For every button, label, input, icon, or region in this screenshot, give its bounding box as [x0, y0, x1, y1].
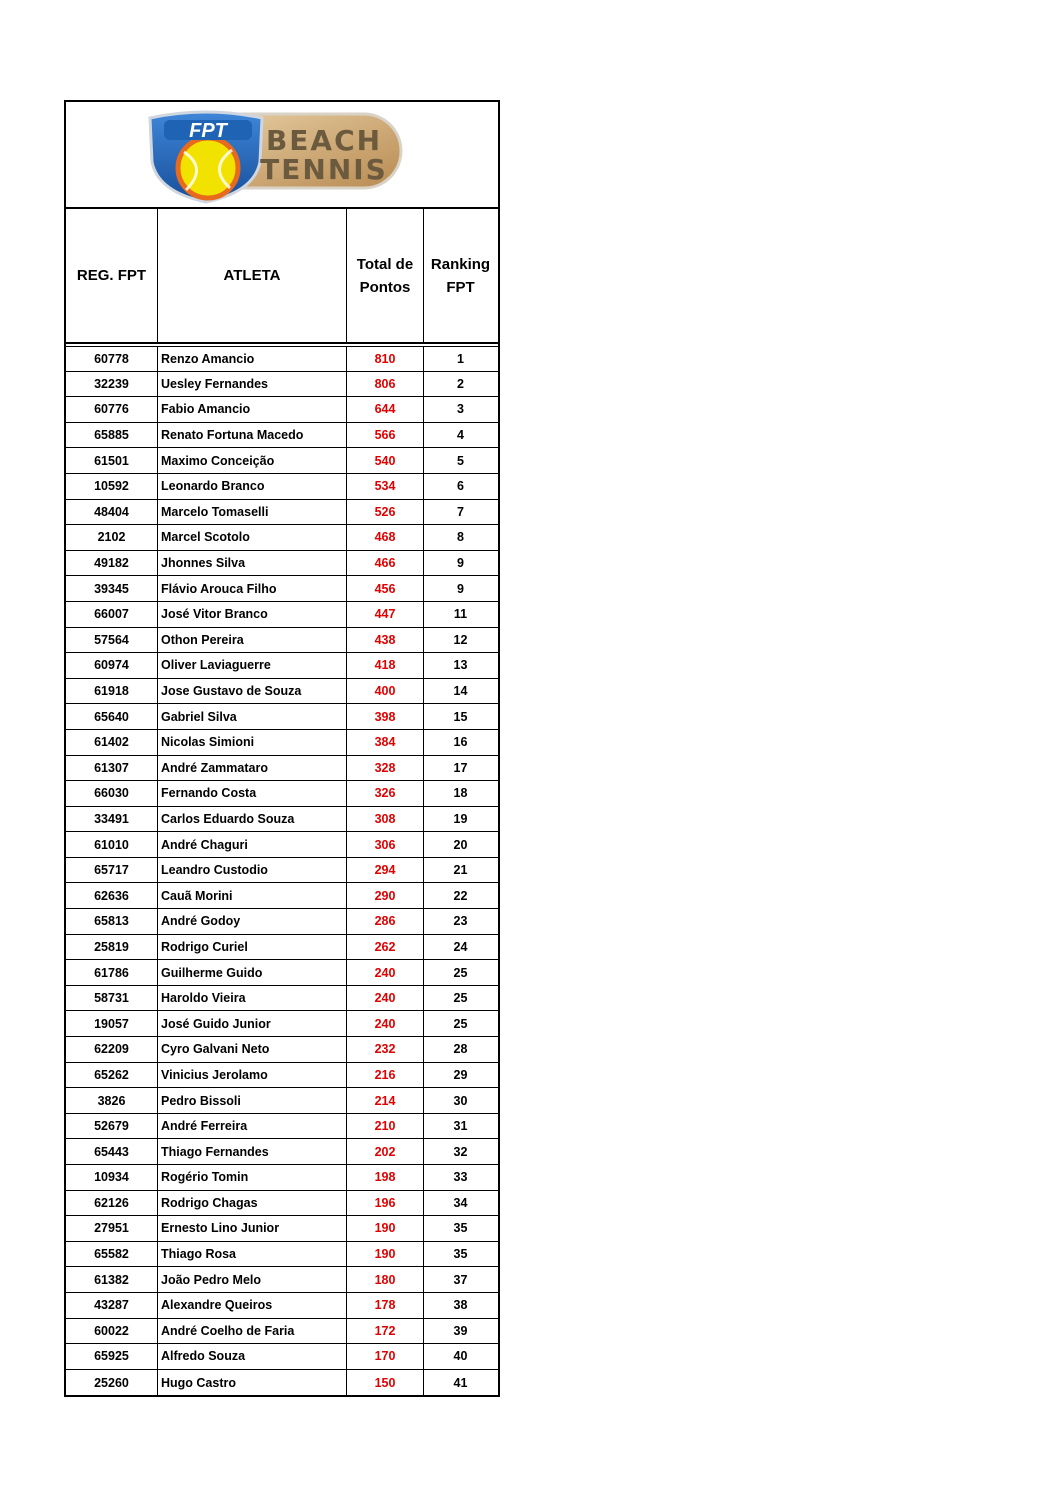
points-cell: 232	[347, 1037, 424, 1062]
reg-cell: 49182	[66, 551, 158, 576]
rank-cell: 34	[453, 1195, 468, 1210]
athlete-name-cell: André Zammataro	[158, 756, 347, 781]
athlete-name-cell: Leandro Custodio	[158, 858, 347, 883]
athlete-name-cell: André Ferreira	[158, 1114, 347, 1139]
rank-cell: 12	[453, 632, 468, 647]
table-row	[66, 960, 498, 986]
table-row	[66, 1293, 498, 1319]
points-cell: 170	[347, 1344, 424, 1369]
reg-cell: 65443	[66, 1139, 158, 1164]
table-row	[66, 986, 498, 1012]
table-row	[66, 807, 498, 833]
reg-cell: 61307	[66, 756, 158, 781]
reg-cell: 61786	[66, 960, 158, 985]
logo-row	[66, 102, 498, 209]
rank-cell: 23	[453, 914, 468, 929]
athlete-name-cell: André Coelho de Faria	[158, 1319, 347, 1344]
table-row	[66, 576, 498, 602]
table-row	[66, 1165, 498, 1191]
athlete-name-cell: Cyro Galvani Neto	[158, 1037, 347, 1062]
table-row	[66, 653, 498, 679]
rank-cell: 35	[453, 1247, 468, 1262]
athlete-name-cell: André Godoy	[158, 909, 347, 934]
points-cell: 180	[347, 1267, 424, 1292]
reg-cell: 65582	[66, 1242, 158, 1267]
points-cell: 262	[347, 935, 424, 960]
points-cell: 456	[347, 576, 424, 601]
rank-cell: 16	[453, 735, 468, 750]
rank-cell: 13	[453, 658, 468, 673]
table-row	[66, 832, 498, 858]
reg-cell: 32239	[66, 372, 158, 397]
points-cell: 384	[347, 730, 424, 755]
logo-badge-text: FPT	[189, 120, 227, 142]
table-row	[66, 1139, 498, 1165]
rank-cell: 11	[453, 607, 468, 622]
reg-cell: 62636	[66, 883, 158, 908]
points-cell: 526	[347, 500, 424, 525]
points-cell: 810	[347, 347, 424, 371]
logo-line2: TENNIS	[260, 153, 388, 186]
table-header	[66, 209, 498, 344]
table-row	[66, 1344, 498, 1370]
rank-cell: 4	[457, 428, 464, 443]
rank-cell: 32	[453, 1144, 468, 1159]
athlete-name-cell: Renzo Amancio	[158, 347, 347, 371]
reg-cell: 10592	[66, 474, 158, 499]
table-row	[66, 551, 498, 577]
table-row	[66, 525, 498, 551]
reg-cell: 60974	[66, 653, 158, 678]
reg-cell: 10934	[66, 1165, 158, 1190]
header-total	[347, 209, 424, 342]
table-row	[66, 1088, 498, 1114]
reg-cell: 60776	[66, 397, 158, 422]
table-row	[66, 628, 498, 654]
reg-cell: 48404	[66, 500, 158, 525]
reg-cell: 2102	[66, 525, 158, 550]
athlete-name-cell: Maximo Conceição	[158, 448, 347, 473]
reg-cell: 57564	[66, 628, 158, 653]
rank-cell: 40	[453, 1349, 468, 1364]
rank-cell: 8	[457, 530, 464, 545]
table-row	[66, 602, 498, 628]
athlete-name-cell: Alfredo Souza	[158, 1344, 347, 1369]
points-cell: 308	[347, 807, 424, 832]
points-cell: 240	[347, 986, 424, 1011]
table-row	[66, 1191, 498, 1217]
table-row	[66, 423, 498, 449]
rank-cell: 6	[457, 479, 464, 494]
points-cell: 447	[347, 602, 424, 627]
athlete-name-cell: Jhonnes Silva	[158, 551, 347, 576]
reg-cell: 61402	[66, 730, 158, 755]
table-row	[66, 704, 498, 730]
points-cell: 328	[347, 756, 424, 781]
table-row	[66, 1319, 498, 1345]
points-cell: 534	[347, 474, 424, 499]
header-atleta-label: ATLETA	[223, 267, 281, 284]
table-row	[66, 1242, 498, 1268]
rank-cell: 30	[453, 1093, 468, 1108]
points-cell: 150	[347, 1370, 424, 1396]
rank-cell: 17	[453, 760, 468, 775]
reg-cell: 25260	[66, 1370, 158, 1396]
athlete-name-cell: Hugo Castro	[158, 1370, 347, 1396]
table-row	[66, 909, 498, 935]
rank-cell: 25	[453, 991, 468, 1006]
reg-cell: 66007	[66, 602, 158, 627]
reg-cell: 65885	[66, 423, 158, 448]
table-row	[66, 730, 498, 756]
header-total-label: Total de Pontos	[356, 255, 414, 296]
athlete-name-cell: Thiago Fernandes	[158, 1139, 347, 1164]
reg-cell: 61382	[66, 1267, 158, 1292]
points-cell: 326	[347, 781, 424, 806]
rank-cell: 41	[453, 1375, 468, 1390]
reg-cell: 61010	[66, 832, 158, 857]
athlete-name-cell: André Chaguri	[158, 832, 347, 857]
reg-cell: 61918	[66, 679, 158, 704]
athlete-name-cell: Jose Gustavo de Souza	[158, 679, 347, 704]
points-cell: 644	[347, 397, 424, 422]
table-row	[66, 448, 498, 474]
athlete-name-cell: Rodrigo Curiel	[158, 935, 347, 960]
rank-cell: 3	[457, 402, 464, 417]
athlete-name-cell: Thiago Rosa	[158, 1242, 347, 1267]
athlete-name-cell: Gabriel Silva	[158, 704, 347, 729]
athlete-name-cell: Haroldo Vieira	[158, 986, 347, 1011]
reg-cell: 66030	[66, 781, 158, 806]
athlete-name-cell: Cauã Morini	[158, 883, 347, 908]
points-cell: 540	[347, 448, 424, 473]
points-cell: 306	[347, 832, 424, 857]
header-reg	[66, 209, 158, 342]
athlete-name-cell: Marcelo Tomaselli	[158, 500, 347, 525]
points-cell: 566	[347, 423, 424, 448]
reg-cell: 60778	[66, 347, 158, 371]
rank-cell: 21	[453, 863, 468, 878]
table-row	[66, 1063, 498, 1089]
rank-cell: 25	[453, 1016, 468, 1031]
athlete-name-cell: Oliver Laviaguerre	[158, 653, 347, 678]
fpt-beach-tennis-logo	[66, 102, 502, 207]
rank-cell: 1	[457, 351, 464, 366]
table-row	[66, 883, 498, 909]
points-cell: 438	[347, 628, 424, 653]
reg-cell: 62126	[66, 1191, 158, 1216]
table-row	[66, 781, 498, 807]
header-reg-label: REG. FPT	[76, 267, 147, 284]
points-cell: 294	[347, 858, 424, 883]
points-cell: 468	[347, 525, 424, 550]
athlete-name-cell: Carlos Eduardo Souza	[158, 807, 347, 832]
rank-cell: 24	[453, 939, 468, 954]
rank-cell: 28	[453, 1042, 468, 1057]
points-cell: 240	[347, 960, 424, 985]
rank-cell: 22	[453, 888, 468, 903]
rank-cell: 20	[453, 837, 468, 852]
rank-cell: 29	[453, 1067, 468, 1082]
athlete-name-cell: Leonardo Branco	[158, 474, 347, 499]
athlete-name-cell: José Vitor Branco	[158, 602, 347, 627]
table-row	[66, 1037, 498, 1063]
athlete-name-cell: Ernesto Lino Junior	[158, 1216, 347, 1241]
athlete-name-cell: Othon Pereira	[158, 628, 347, 653]
reg-cell: 65262	[66, 1063, 158, 1088]
table-row	[66, 397, 498, 423]
table-row	[66, 346, 498, 372]
points-cell: 210	[347, 1114, 424, 1139]
reg-cell: 43287	[66, 1293, 158, 1318]
points-cell: 466	[347, 551, 424, 576]
points-cell: 178	[347, 1293, 424, 1318]
rank-cell: 33	[453, 1170, 468, 1185]
reg-cell: 25819	[66, 935, 158, 960]
rank-cell: 31	[453, 1119, 468, 1134]
reg-cell: 3826	[66, 1088, 158, 1113]
reg-cell: 52679	[66, 1114, 158, 1139]
athlete-name-cell: Fabio Amancio	[158, 397, 347, 422]
header-rank	[424, 209, 497, 342]
rank-cell: 25	[453, 965, 468, 980]
header-atleta	[158, 209, 347, 342]
points-cell: 190	[347, 1242, 424, 1267]
reg-cell: 65925	[66, 1344, 158, 1369]
points-cell: 198	[347, 1165, 424, 1190]
rank-cell: 9	[457, 556, 464, 571]
athlete-name-cell: Marcel Scotolo	[158, 525, 347, 550]
table-row	[66, 858, 498, 884]
table-row	[66, 679, 498, 705]
ranking-sheet	[64, 100, 500, 1397]
points-cell: 418	[347, 653, 424, 678]
reg-cell: 65813	[66, 909, 158, 934]
rank-cell: 14	[453, 684, 468, 699]
table-row	[66, 1011, 498, 1037]
reg-cell: 33491	[66, 807, 158, 832]
athlete-name-cell: Pedro Bissoli	[158, 1088, 347, 1113]
rank-cell: 18	[453, 786, 468, 801]
reg-cell: 58731	[66, 986, 158, 1011]
points-cell: 240	[347, 1011, 424, 1036]
rank-cell: 9	[457, 581, 464, 596]
reg-cell: 65640	[66, 704, 158, 729]
table-body	[66, 344, 498, 1395]
athlete-name-cell: Rodrigo Chagas	[158, 1191, 347, 1216]
reg-cell: 39345	[66, 576, 158, 601]
reg-cell: 60022	[66, 1319, 158, 1344]
athlete-name-cell: Alexandre Queiros	[158, 1293, 347, 1318]
rank-cell: 5	[457, 453, 464, 468]
athlete-name-cell: Uesley Fernandes	[158, 372, 347, 397]
reg-cell: 27951	[66, 1216, 158, 1241]
points-cell: 216	[347, 1063, 424, 1088]
points-cell: 290	[347, 883, 424, 908]
header-rank-label: Ranking FPT	[430, 255, 491, 296]
rank-cell: 2	[457, 376, 464, 391]
points-cell: 214	[347, 1088, 424, 1113]
points-cell: 172	[347, 1319, 424, 1344]
athlete-name-cell: Nicolas Simioni	[158, 730, 347, 755]
reg-cell: 65717	[66, 858, 158, 883]
table-row	[66, 1114, 498, 1140]
points-cell: 806	[347, 372, 424, 397]
athlete-name-cell: Flávio Arouca Filho	[158, 576, 347, 601]
reg-cell: 19057	[66, 1011, 158, 1036]
table-row	[66, 1216, 498, 1242]
athlete-name-cell: Fernando Costa	[158, 781, 347, 806]
table-row	[66, 1267, 498, 1293]
points-cell: 202	[347, 1139, 424, 1164]
athlete-name-cell: Guilherme Guido	[158, 960, 347, 985]
rank-cell: 15	[453, 709, 468, 724]
points-cell: 400	[347, 679, 424, 704]
rank-cell: 37	[453, 1272, 468, 1287]
athlete-name-cell: Vinicius Jerolamo	[158, 1063, 347, 1088]
athlete-name-cell: Renato Fortuna Macedo	[158, 423, 347, 448]
athlete-name-cell: João Pedro Melo	[158, 1267, 347, 1292]
table-row	[66, 372, 498, 398]
table-row	[66, 756, 498, 782]
athlete-name-cell: José Guido Junior	[158, 1011, 347, 1036]
athlete-name-cell: Rogério Tomin	[158, 1165, 347, 1190]
table-row	[66, 935, 498, 961]
points-cell: 286	[347, 909, 424, 934]
reg-cell: 61501	[66, 448, 158, 473]
rank-cell: 35	[453, 1221, 468, 1236]
rank-cell: 39	[453, 1323, 468, 1338]
table-row	[66, 500, 498, 526]
points-cell: 196	[347, 1191, 424, 1216]
logo-line1: BEACH	[265, 124, 383, 157]
table-row	[66, 474, 498, 500]
points-cell: 190	[347, 1216, 424, 1241]
rank-cell: 38	[453, 1298, 468, 1313]
table-row	[66, 1370, 498, 1396]
points-cell: 398	[347, 704, 424, 729]
reg-cell: 62209	[66, 1037, 158, 1062]
rank-cell: 7	[457, 504, 464, 519]
rank-cell: 19	[453, 811, 468, 826]
